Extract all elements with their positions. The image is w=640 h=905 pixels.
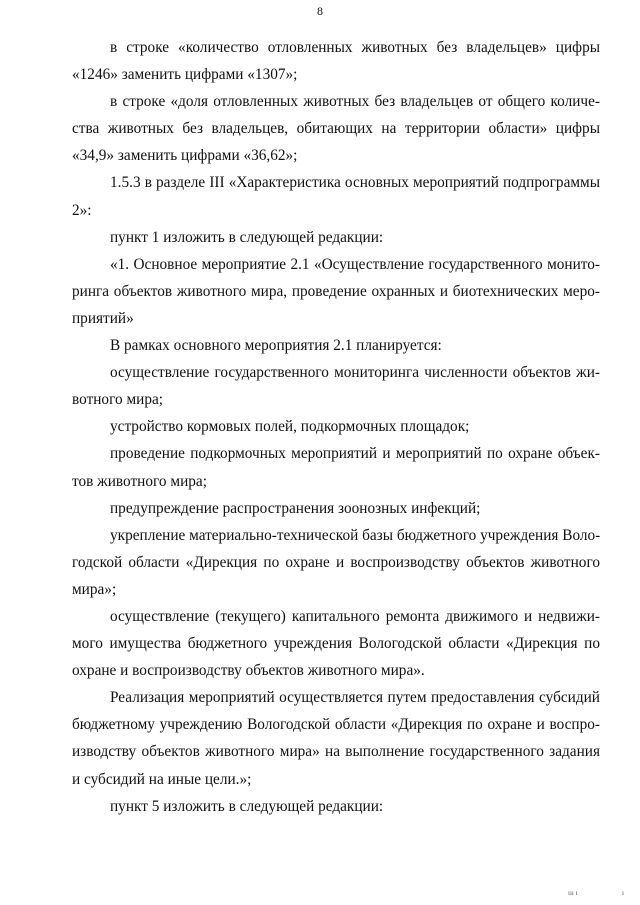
text-line: 1.5.3 в разделе III «Характеристика основных мероприятий подпрограммы	[110, 174, 600, 192]
text-line: пункт 5 изложить в следующей редакции:	[110, 797, 384, 815]
text-line: осуществление государственного мониторинга численности объектов жи-	[110, 364, 600, 382]
text-line: годской области «Дирекция по охране и воспроизводству объектов животного	[72, 553, 600, 571]
text-line: пункт 1 изложить в следующей редакции:	[110, 228, 384, 246]
text-line: мого имущества бюджетного учреждения Вологодской области «Дирекция по	[72, 635, 600, 653]
text-line: ства животных без владельцев, обитающих на территории области» цифры	[72, 120, 600, 138]
text-line: ринга объектов животного мира, проведение охранных и биотехнических меро-	[72, 282, 600, 300]
scan-mark: ı	[622, 889, 624, 897]
text-line: осуществление (текущего) капитального ремонта движимого и недвижи-	[110, 607, 600, 625]
text-line: проведение подкормочных мероприятий и мероприятий по охране объек-	[110, 445, 600, 463]
text-line: «34,9» заменить цифрами «36,62»;	[72, 147, 298, 165]
document-body	[72, 34, 600, 820]
text-line: тов животного мира;	[72, 472, 207, 490]
text-line: предупреждение распространения зоонозных инфекций;	[110, 499, 481, 517]
text-line: в строке «доля отловленных животных без владельцев от общего количе-	[110, 93, 600, 111]
scan-marks: ııı ı	[568, 889, 578, 897]
text-line: изводству объектов животного мира» на выполнение государственного задания	[72, 743, 600, 761]
text-line: В рамках основного мероприятия 2.1 планируется:	[110, 337, 442, 355]
text-line: «1. Основное мероприятие 2.1 «Осуществление государственного монито-	[110, 255, 600, 273]
text-line: укрепление материально-технической базы бюджетного учреждения Воло-	[110, 526, 601, 544]
text-line: охране и воспроизводству объектов животного мира».	[72, 662, 425, 680]
text-line: вотного мира;	[72, 391, 164, 409]
text-line: «1246» заменить цифрами «1307»;	[72, 66, 298, 84]
text-line: Реализация мероприятий осуществляется путем предоставления субсидий	[110, 689, 600, 707]
text-line: 2»:	[72, 201, 92, 219]
page-number: 8	[317, 4, 323, 18]
text-line: бюджетному учреждению Вологодской области «Дирекция по охране и воспро-	[72, 716, 600, 734]
text-line: мира»;	[72, 580, 117, 598]
text-line: и субсидий на иные цели.»;	[72, 770, 252, 788]
text-line: устройство кормовых полей, подкормочных площадок;	[110, 418, 470, 436]
text-line: приятий»	[72, 309, 134, 327]
text-line: в строке «количество отловленных животных без владельцев» цифры	[110, 39, 600, 56]
